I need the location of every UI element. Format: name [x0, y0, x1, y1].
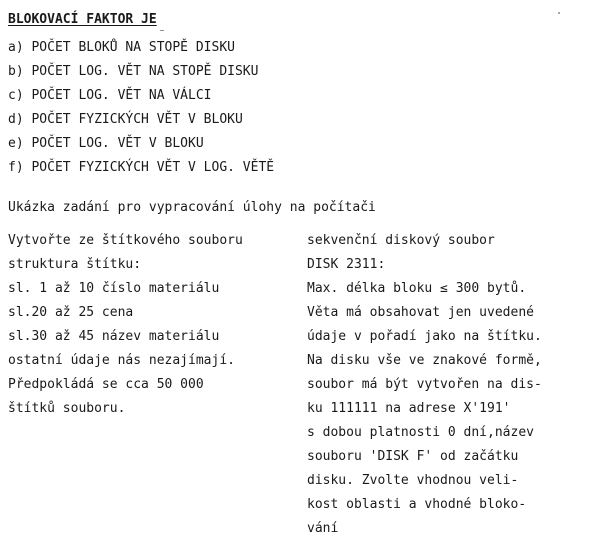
- option-e: e) POČET LOG. VĚT V BLOKU: [8, 136, 204, 151]
- left-line: štítků souboru.: [8, 401, 126, 416]
- left-line: Předpokládá se cca 50 000: [8, 377, 204, 392]
- option-b: b) POČET LOG. VĚT NA STOPĚ DISKU: [8, 64, 259, 79]
- option-f: f) POČET FYZICKÝCH VĚT V LOG. VĚTĚ: [8, 160, 275, 175]
- right-line: DISK 2311:: [307, 257, 386, 272]
- left-line: Vytvořte ze štítkového souboru: [8, 233, 243, 248]
- right-line: soubor má být vytvořen na dis-: [307, 377, 542, 392]
- left-line: ostatní údaje nás nezajímají.: [8, 353, 235, 368]
- right-line: Věta má obsahovat jen uvedené: [307, 305, 534, 320]
- example-title: Ukázka zadání pro vypracování úlohy na počítači: [8, 200, 376, 215]
- scan-speck: [558, 12, 560, 14]
- left-line: sl.30 až 45 název materiálu: [8, 329, 220, 344]
- left-line: sl.20 až 25 cena: [8, 305, 134, 320]
- right-line: disku. Zvolte vhodnou veli-: [307, 473, 519, 488]
- right-line: ku 111111 na adrese X'191': [307, 401, 511, 416]
- right-line: kost oblasti a vhodné bloko-: [307, 497, 527, 512]
- left-line: sl. 1 až 10 číslo materiálu: [8, 281, 220, 296]
- right-line: Na disku vše ve znakové formě,: [307, 353, 542, 368]
- right-line: vání: [307, 521, 339, 536]
- right-line: s dobou platnosti 0 dní,název: [307, 425, 534, 440]
- option-a: a) POČET BLOKŮ NA STOPĚ DISKU: [8, 40, 235, 55]
- option-d: d) POČET FYZICKÝCH VĚT V BLOKU: [8, 112, 243, 127]
- right-line: údaje v pořadí jako na štítku.: [307, 329, 542, 344]
- right-line: Max. délka bloku ≤ 300 bytů.: [307, 281, 527, 296]
- right-line: sekvenční diskový soubor: [307, 233, 495, 248]
- scan-speck: [160, 30, 164, 31]
- right-line: souboru 'DISK F' od začátku: [307, 449, 519, 464]
- left-line: struktura štítku:: [8, 257, 142, 272]
- question-heading: BLOKOVACÍ FAKTOR JE: [8, 12, 157, 27]
- option-c: c) POČET LOG. VĚT NA VÁLCI: [8, 88, 212, 103]
